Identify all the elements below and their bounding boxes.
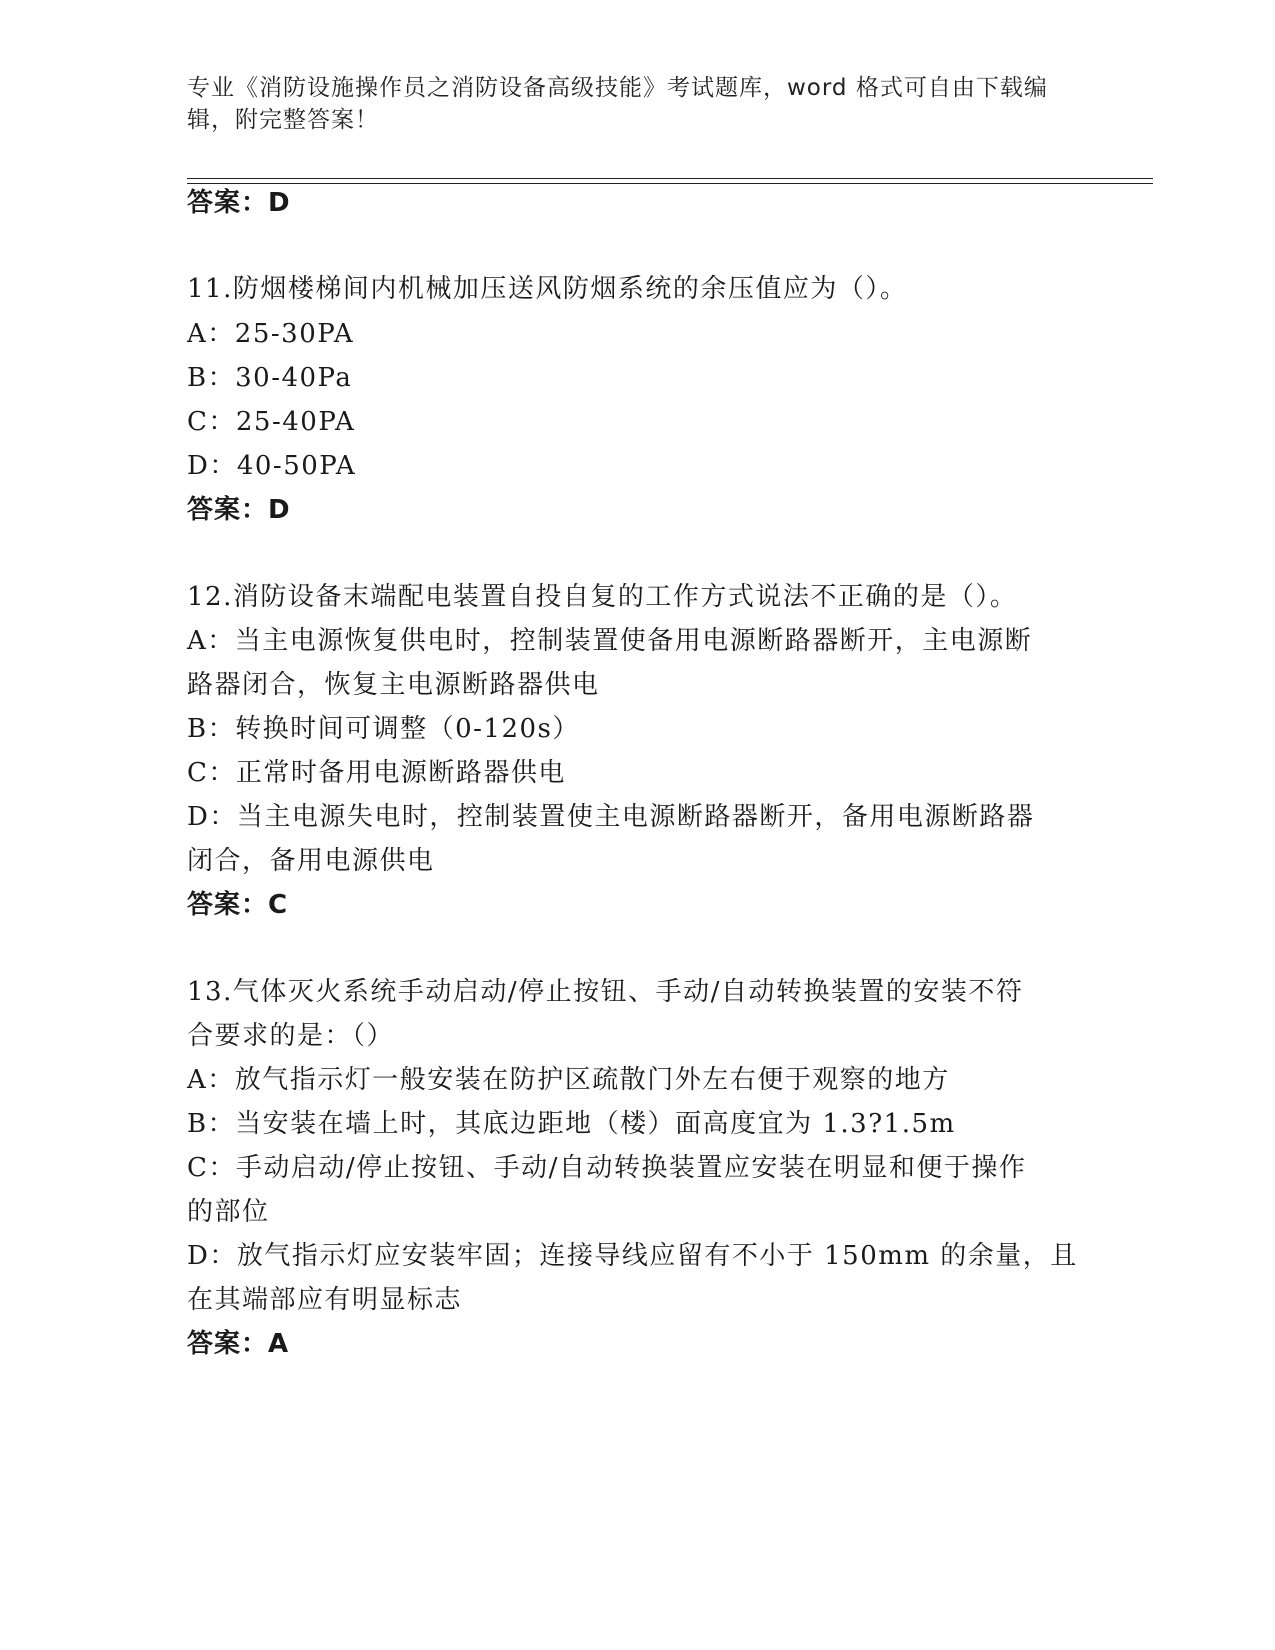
q11-option-b: B：30-40Pa — [187, 363, 353, 393]
q12-option-b: B：转换时间可调整（0-120s） — [187, 714, 580, 744]
q11-answer: 答案：D — [187, 495, 291, 525]
q12-option-d-line1: D：当主电源失电时，控制装置使主电源断路器断开，备用电源断路器 — [187, 802, 1035, 832]
q13-stem-line2: 合要求的是：（） — [187, 1021, 395, 1051]
q11-stem: 11.防烟楼梯间内机械加压送风防烟系统的余压值应为（）。 — [187, 274, 908, 304]
q13-option-c-line1: C：手动启动/停止按钮、手动/自动转换装置应安装在明显和便于操作 — [187, 1153, 1027, 1183]
q12-answer: 答案：C — [187, 890, 289, 920]
header-line-1: 专业《消防设施操作员之消防设备高级技能》考试题库，word 格式可自由下载编 — [187, 75, 1048, 101]
q13-answer: 答案：A — [187, 1329, 290, 1359]
q13-option-d-line2: 在其端部应有明显标志 — [187, 1285, 463, 1315]
q11-option-a: A：25-30PA — [187, 319, 355, 349]
header-line-2: 辑，附完整答案！ — [187, 107, 379, 133]
q13-option-c-line2: 的部位 — [187, 1197, 270, 1227]
q13-option-d-line1: D：放气指示灯应安装牢固；连接导线应留有不小于 150mm 的余量，且 — [187, 1241, 1078, 1271]
q13-stem-line1: 13.气体灭火系统手动启动/停止按钮、手动/自动转换装置的安装不符 — [187, 977, 1024, 1007]
q12-option-d-line2: 闭合，备用电源供电 — [187, 846, 435, 876]
q13-option-b: B：当安装在墙上时，其底边距地（楼）面高度宜为 1.3?1.5m — [187, 1109, 956, 1139]
q11-option-c: C：25-40PA — [187, 407, 356, 437]
q11-option-d: D：40-50PA — [187, 451, 357, 481]
header-divider-bottom — [187, 183, 1153, 184]
document-header — [187, 72, 1067, 136]
q12-option-c: C：正常时备用电源断路器供电 — [187, 758, 566, 788]
q12-stem: 12.消防设备末端配电装置自投自复的工作方式说法不正确的是（）。 — [187, 582, 1018, 612]
header-divider-top — [187, 178, 1153, 179]
q13-option-a: A：放气指示灯一般安装在防护区疏散门外左右便于观察的地方 — [187, 1065, 950, 1095]
q12-option-a-line2: 路器闭合，恢复主电源断路器供电 — [187, 670, 600, 700]
q12-option-a-line1: A：当主电源恢复供电时，控制装置使备用电源断路器断开，主电源断 — [187, 626, 1033, 656]
previous-answer: 答案：D — [187, 188, 291, 218]
